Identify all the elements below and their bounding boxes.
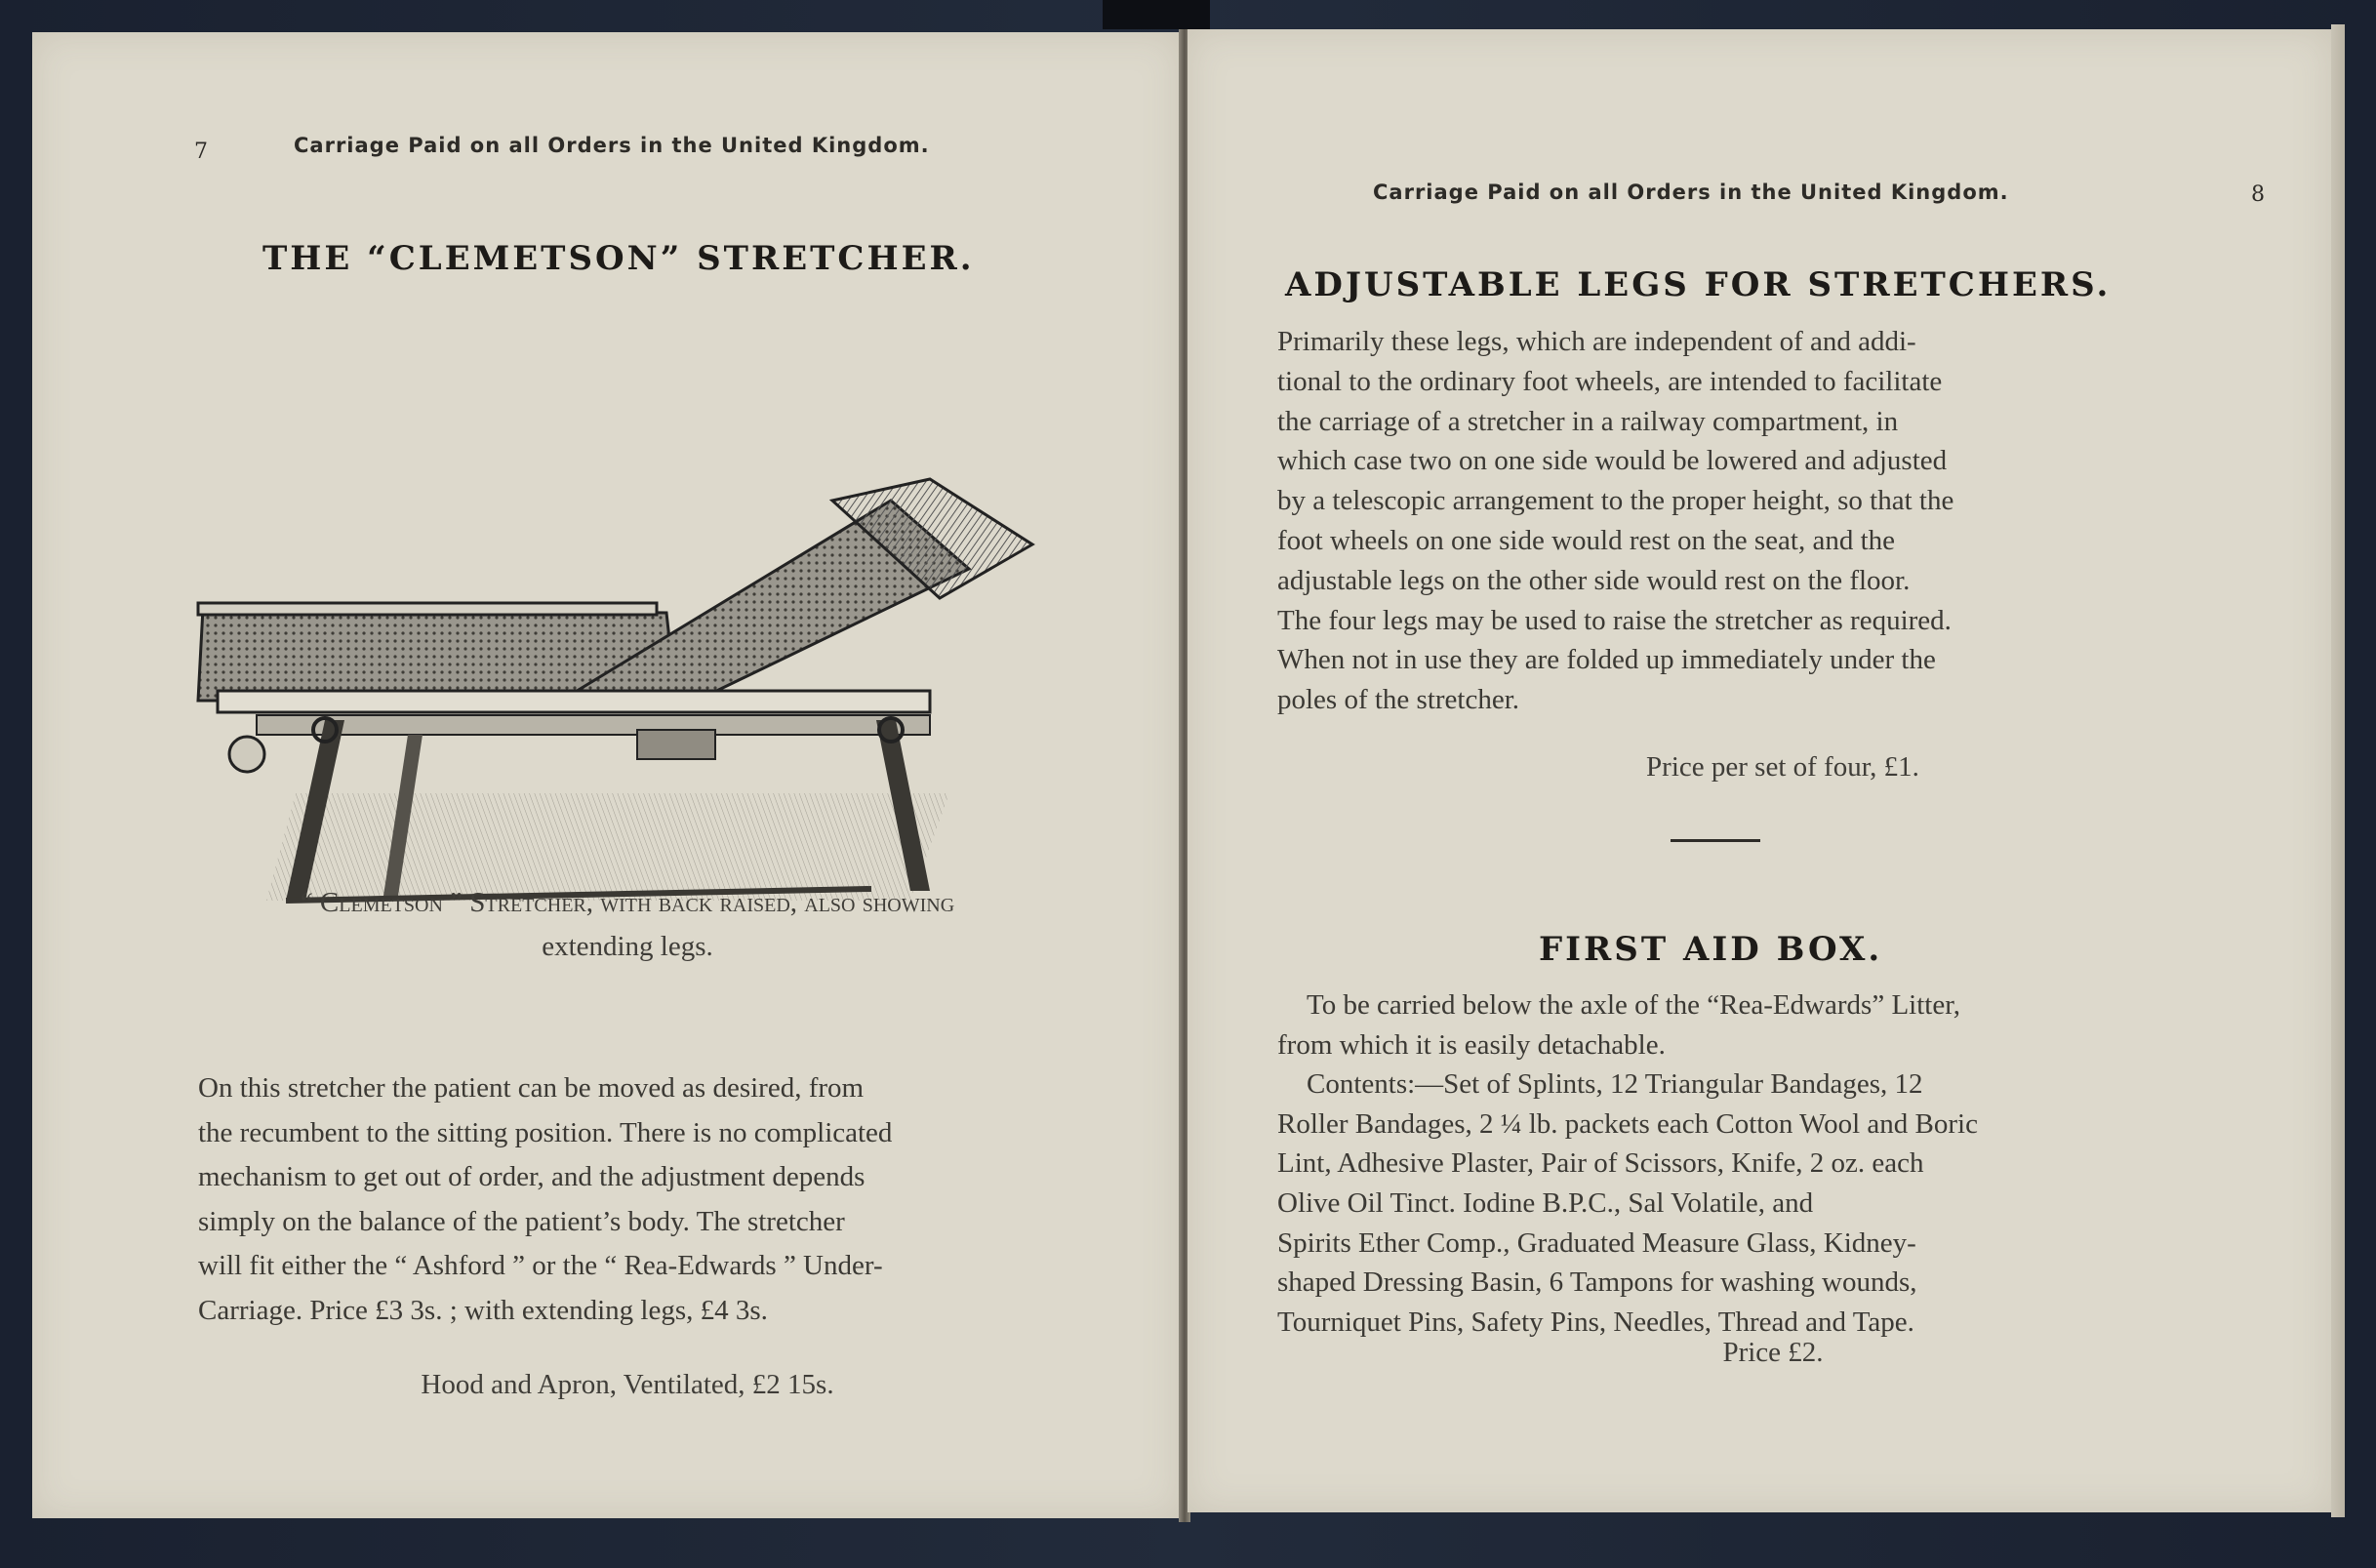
- paragraph-line: mechanism to get out of order, and the adjustment depends: [198, 1161, 866, 1192]
- paragraph-line: tional to the ordinary foot wheels, are intended to facilitate: [1277, 365, 1943, 397]
- paragraph-line: which case two on one side would be lowered and adjusted: [1277, 445, 1948, 477]
- running-head-right: Carriage Paid on all Orders in the United Kingdom.: [1373, 181, 2009, 204]
- paragraph-line: Contents:—Set of Splints, 12 Triangular Bandages, 12: [1307, 1068, 1923, 1101]
- page-number-right: 8: [2251, 182, 2265, 207]
- foot-wheel: [229, 737, 264, 772]
- paragraph-line: On this stretcher the patient can be moved as desired, from: [198, 1072, 865, 1104]
- hood-price: Hood and Apron, Ventilated, £2 15s.: [421, 1369, 834, 1400]
- stretcher-frame: [257, 715, 930, 735]
- description-paragraph: [198, 1066, 1107, 1333]
- left-page: [32, 32, 1181, 1518]
- paragraph-line: Roller Bandages, 2 ¼ lb. packets each Cotton Wool and Boric: [1277, 1107, 1978, 1140]
- paragraph-line: When not in use they are folded up immediately under the: [1277, 644, 1936, 676]
- paragraph-line: by a telescopic arrangement to the proper height, so that the: [1277, 485, 1954, 517]
- paragraph-line: from which it is easily detachable.: [1277, 1028, 1666, 1061]
- first-aid-text: [1277, 985, 2263, 1342]
- binding-shadow: [1103, 0, 1210, 29]
- running-head-left: Carriage Paid on all Orders in the United Kingdom.: [294, 134, 930, 157]
- paragraph-line: Spirits Ether Comp., Graduated Measure Glass, Kidney-: [1277, 1226, 1916, 1259]
- paragraph-line: The four legs may be used to raise the stretcher as required.: [1277, 604, 1952, 636]
- paragraph-line: Lint, Adhesive Plaster, Pair of Scissors, Knife, 2 oz. each: [1277, 1147, 1924, 1180]
- first-aid-price: Price £2.: [1722, 1337, 1824, 1368]
- stretcher-illustration: [188, 442, 1125, 930]
- figure-caption: [179, 881, 1076, 969]
- paragraph-line: simply on the balance of the patient’s body. The stretcher: [198, 1205, 845, 1237]
- page-edge: [2331, 24, 2345, 1517]
- paragraph-line: Olive Oil Tinct. Iodine B.P.C., Sal Volatile, and: [1277, 1186, 1814, 1219]
- paragraph-line: Carriage. Price £3 3s. ; with extending legs, £4 3s.: [198, 1294, 768, 1326]
- paragraph-line: the recumbent to the sitting position. There is no complicated: [198, 1116, 893, 1148]
- paragraph-line: adjustable legs on the other side would rest on the floor.: [1277, 564, 1911, 596]
- section-title-first-aid-box: FIRST AID BOX.: [1539, 930, 1883, 969]
- stretcher-pole-front: [218, 691, 930, 712]
- paragraph-line: poles of the stretcher.: [1277, 684, 1520, 716]
- paragraph-line: To be carried below the axle of the “Rea-Edwards” Litter,: [1307, 989, 1960, 1021]
- paragraph-line: the carriage of a stretcher in a railway compartment, in: [1277, 405, 1899, 437]
- adjustable-legs-text: [1277, 322, 2263, 720]
- paragraph-line: foot wheels on one side would rest on the seat, and the: [1277, 524, 1896, 556]
- caption-line-1: “ Clemetson ” Stretcher, with back raised, also showing: [300, 887, 955, 918]
- caption-line-2: extending legs.: [542, 931, 713, 962]
- paragraph-line: will fit either the “ Ashford ” or the “ Rea-Edwards ” Under-: [198, 1250, 883, 1281]
- legs-price: Price per set of four, £1.: [1646, 751, 1919, 783]
- section-divider: [1671, 839, 1760, 842]
- hinge-block: [637, 730, 715, 759]
- paragraph-line: Tourniquet Pins, Safety Pins, Needles, Thread and Tape.: [1277, 1306, 1914, 1338]
- stretcher-pole-top: [198, 603, 657, 615]
- section-title-adjustable-legs: ADJUSTABLE LEGS FOR STRETCHERS.: [1285, 265, 2112, 304]
- right-page: [1188, 29, 2331, 1512]
- paragraph-line: shaped Dressing Basin, 6 Tampons for washing wounds,: [1277, 1266, 1917, 1299]
- page-title-left: THE “CLEMETSON” STRETCHER.: [262, 239, 975, 278]
- page-number-left: 7: [194, 140, 208, 164]
- paragraph-line: Primarily these legs, which are independent of and addi-: [1277, 326, 1916, 357]
